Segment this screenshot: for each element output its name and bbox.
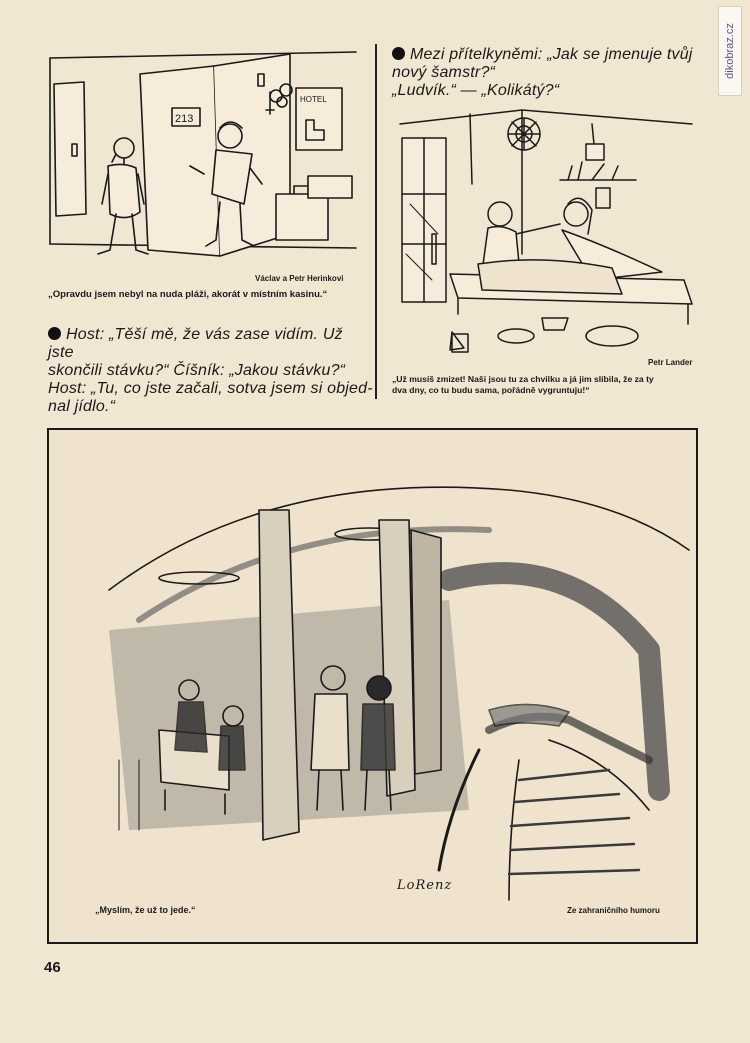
cartoon-bedroom-caption-line-2: dva dny, co tu budu sama, pořádně vygruntuju!“ (392, 385, 590, 395)
joke-waiter (48, 326, 373, 416)
bullet-icon (392, 47, 405, 60)
door-number: 213 (175, 113, 194, 125)
column-divider (375, 44, 377, 399)
joke-girlfriends-line-3: „Ludvík.“ — „Kolikátý?“ (392, 82, 560, 99)
cartoon-bedroom-caption-line-1: „Už musíš zmizet! Naši jsou tu za chvilku a já jim slíbila, že za ty (392, 374, 654, 384)
cartoon-subway-frame (47, 428, 698, 944)
cartoon-hotel-caption: „Opravdu jsem nebyl na nudа pláži, akorát v místním kasinu.“ (48, 289, 328, 300)
watermark-badge (718, 6, 742, 96)
cartoon-hotel-illustration (44, 44, 364, 274)
joke-girlfriends-line-1: Mezi přítelkyněmi: „Jak se jmenuje tvůj (410, 46, 693, 63)
page-number: 46 (44, 959, 61, 976)
joke-waiter-line-4: nal jídlo.“ (48, 398, 116, 415)
joke-waiter-line-1: Host: „Těší mě, že vás zase vidím. Už jste (48, 326, 343, 361)
cartoon-bedroom-caption (392, 374, 712, 396)
joke-waiter-line-2: skončili stávku?“ Číšník: „Jakou stávku?“ (48, 362, 346, 379)
joke-girlfriends (392, 46, 712, 100)
cartoon-bedroom-illustration (392, 104, 704, 360)
joke-waiter-line-3: Host: „Tu, co jste začali, sotva jsem si objed- (48, 380, 373, 397)
cartoon-bedroom-credit: Petr Lander (648, 358, 693, 367)
hotel-sign-text: HOTEL (300, 95, 327, 104)
cartoon-subway-source: Ze zahraničního humoru (567, 906, 660, 915)
cartoon-hotel-credit: Václav a Petr Herinkovi (255, 274, 344, 283)
cartoon-subway-caption: „Myslím, že už to jede.“ (95, 905, 196, 915)
bullet-icon (48, 327, 61, 340)
joke-girlfriends-line-2: nový šamstr?“ (392, 64, 496, 81)
watermark-text: dikobraz.cz (724, 23, 737, 79)
cartoon-subway-illustration (49, 430, 696, 942)
cartoon-subway-signature: LoRenz (397, 878, 453, 893)
